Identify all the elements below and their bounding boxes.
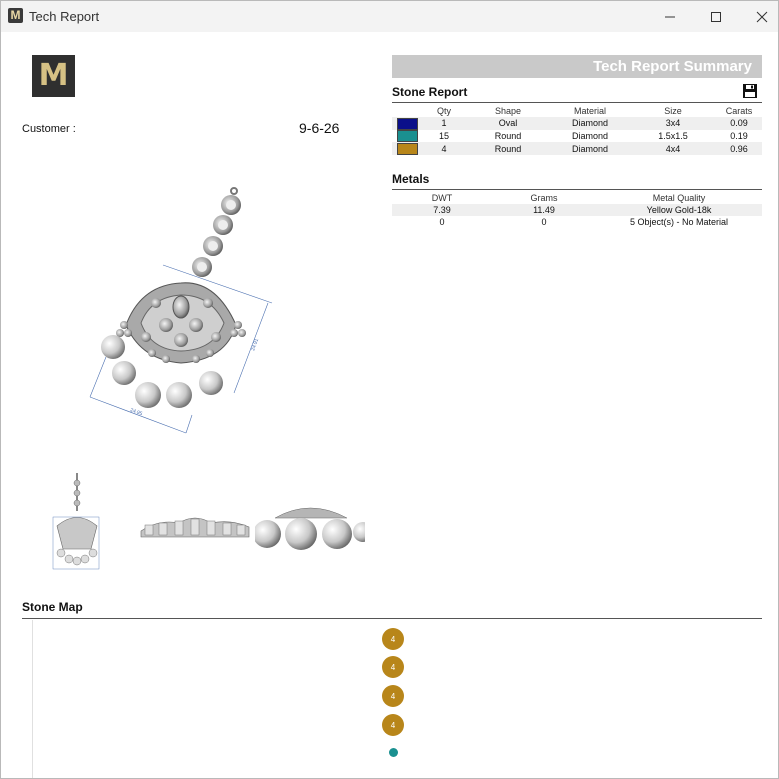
grams-cell: 11.49 (492, 204, 596, 216)
carats-cell: 0.19 (730, 130, 748, 141)
metal-quality-cell: 5 Object(s) - No Material (629, 217, 729, 227)
carats-cell: 0.09 (716, 117, 762, 130)
table-row (392, 130, 762, 143)
metal-quality-cell: Yellow Gold-18k (596, 204, 762, 216)
material-cell: Diamond (550, 142, 630, 155)
summary-title: Tech Report Summary (593, 58, 752, 75)
dwt-cell: 0 (439, 217, 445, 227)
material-cell: Diamond (550, 117, 630, 130)
stone-map-axis (32, 620, 33, 778)
logo-letter: M (38, 58, 69, 93)
close-button[interactable] (739, 1, 779, 32)
thumbnail-bottom-view[interactable] (255, 496, 365, 554)
stone-report-table (392, 105, 762, 155)
metals-header-row (392, 192, 762, 204)
dimension-label-width: 24.95 (129, 407, 144, 418)
stone-report-divider (392, 102, 762, 103)
stone-report-title: Stone Report (392, 85, 468, 99)
stone-map-marker[interactable]: 4 (382, 628, 404, 650)
maximize-button[interactable] (693, 1, 739, 32)
stone-map-title: Stone Map (22, 600, 83, 614)
stone-map-marker[interactable]: 4 (382, 685, 404, 707)
column-header: DWT (431, 193, 453, 203)
grams-cell: 0 (541, 217, 547, 227)
save-icon[interactable] (742, 83, 758, 99)
metals-table (392, 192, 762, 228)
column-header (392, 105, 422, 117)
maximize-icon (710, 11, 722, 23)
column-header: Material (573, 106, 606, 116)
thumbnail-side-view[interactable] (139, 501, 251, 546)
close-icon (756, 11, 768, 23)
summary-header (392, 55, 762, 78)
thumbnail-front-view[interactable] (41, 471, 111, 576)
size-cell: 4x4 (630, 142, 716, 155)
company-logo (32, 55, 75, 97)
minimize-button[interactable] (647, 1, 693, 32)
metals-title: Metals (392, 172, 430, 186)
column-header: Metal Quality (652, 193, 706, 203)
shape-cell: Round (494, 130, 522, 141)
shape-cell: Oval (466, 117, 550, 130)
customer-label: Customer : (22, 123, 76, 135)
customer-value: 9-6-26 (299, 120, 340, 136)
window-title: Tech Report (29, 9, 100, 24)
column-header: Size (664, 106, 682, 116)
stone-color-swatch (397, 118, 418, 130)
table-row (392, 117, 762, 130)
column-header: Carats (725, 106, 753, 116)
qty-cell: 4 (422, 142, 466, 155)
material-cell: Diamond (571, 130, 609, 141)
minimize-icon (664, 11, 676, 23)
stone-map-divider (22, 618, 762, 619)
stone-report-header-row (392, 105, 762, 117)
table-row (392, 216, 762, 228)
size-cell: 3x4 (630, 117, 716, 130)
title-bar[interactable] (1, 1, 778, 32)
table-row (392, 204, 762, 216)
jewelry-render-main (86, 185, 286, 437)
qty-cell: 1 (422, 117, 466, 130)
stone-color-swatch (397, 130, 418, 142)
stone-map-marker[interactable]: 4 (382, 714, 404, 736)
qty-cell: 15 (438, 130, 449, 141)
carats-cell: 0.96 (716, 142, 762, 155)
stone-color-swatch (397, 143, 418, 155)
stone-map-marker[interactable] (389, 748, 398, 757)
dwt-cell: 7.39 (392, 204, 492, 216)
column-header: Qty (436, 106, 451, 116)
table-row (392, 142, 762, 155)
size-cell: 1.5x1.5 (658, 130, 688, 141)
column-header: Grams (530, 193, 558, 203)
app-icon: M (8, 8, 23, 23)
column-header: Shape (494, 106, 522, 116)
dimension-label-height: 24.91 (250, 337, 261, 352)
stone-map-marker[interactable]: 4 (382, 656, 404, 678)
shape-cell: Round (466, 142, 550, 155)
metals-divider (392, 189, 762, 190)
